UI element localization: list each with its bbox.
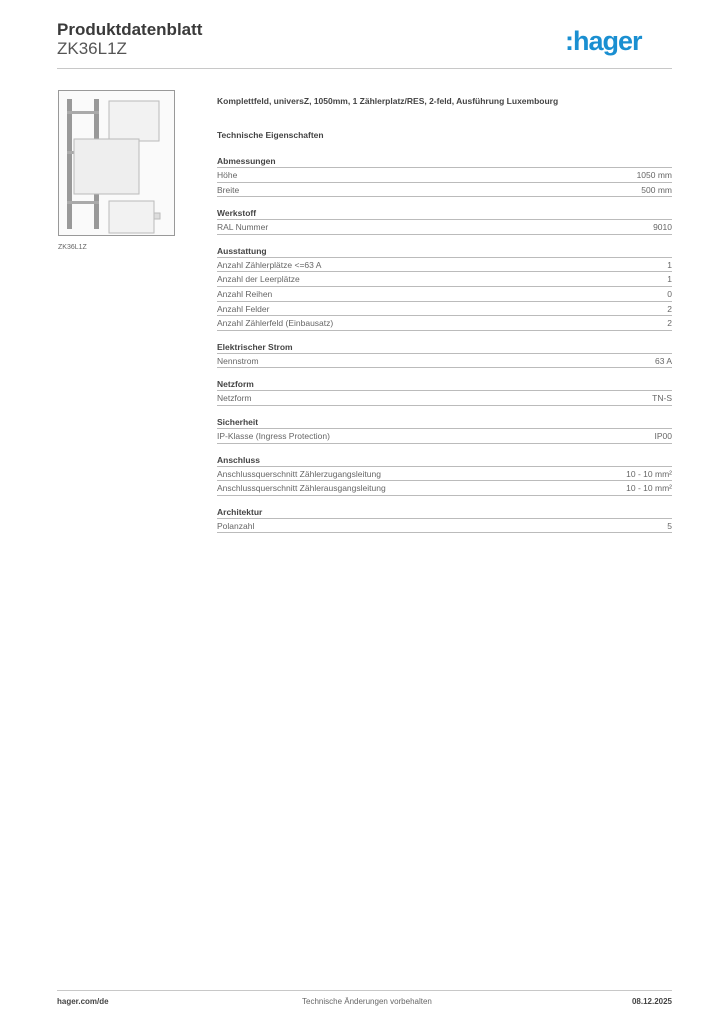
spec-value: 500 mm <box>641 184 672 195</box>
product-description: Komplettfeld, universZ, 1050mm, 1 Zählerplatz/RES, 2-feld, Ausführung Luxembourg <box>217 96 559 106</box>
spec-row <box>217 354 672 369</box>
page-title: Produktdatenblatt <box>57 20 203 39</box>
spec-label: Anschlussquerschnitt Zählerzugangsleitung <box>217 468 381 479</box>
spec-row <box>217 391 672 406</box>
header-divider <box>57 68 672 69</box>
spec-group <box>217 341 672 369</box>
product-image <box>58 90 175 236</box>
spec-group-title: Ausstattung <box>217 245 672 258</box>
spec-group <box>217 378 672 406</box>
spec-label: Höhe <box>217 170 238 180</box>
spec-label: Anschlussquerschnitt Zählerausgangsleitung <box>217 483 386 494</box>
spec-group-title: Netzform <box>217 378 672 391</box>
spec-value: 1 <box>667 274 672 285</box>
spec-label: Anzahl Felder <box>217 303 270 314</box>
spec-value: 2 <box>667 303 672 314</box>
spec-group-title: Sicherheit <box>217 416 672 429</box>
spec-row <box>217 220 672 235</box>
spec-value: 2 <box>667 318 672 329</box>
spec-row <box>217 287 672 302</box>
spec-group <box>217 245 672 331</box>
spec-label: Polanzahl <box>217 520 255 531</box>
spec-row <box>217 467 672 482</box>
spec-group <box>217 207 672 235</box>
spec-label: Netzform <box>217 393 252 404</box>
spec-group-title: Abmessungen <box>217 155 672 168</box>
spec-value: 1050 mm <box>636 170 672 180</box>
footer-note: Technische Änderungen vorbehalten <box>302 997 432 1006</box>
spec-row <box>217 183 672 198</box>
footer-date: 08.12.2025 <box>631 997 672 1006</box>
footer-website[interactable]: hager.com/de <box>57 997 109 1006</box>
specs <box>217 96 672 543</box>
spec-label: Breite <box>217 184 240 195</box>
spec-group <box>217 416 672 444</box>
spec-row <box>217 302 672 317</box>
spec-row <box>217 429 672 444</box>
spec-label: IP-Klasse (Ingress Protection) <box>217 430 330 441</box>
image-caption: ZK36L1Z <box>58 244 87 251</box>
spec-value: 0 <box>667 288 672 299</box>
spec-value: 5 <box>667 520 672 531</box>
spec-row <box>217 258 672 273</box>
spec-label: Nennstrom <box>217 355 259 366</box>
footer-divider <box>57 990 672 991</box>
product-code: ZK36L1Z <box>57 39 127 58</box>
spec-group <box>217 155 672 197</box>
spec-value: 10 - 10 mm² <box>626 483 672 494</box>
spec-row <box>217 481 672 496</box>
section-title: Technische Eigenschaften <box>217 130 324 140</box>
spec-row <box>217 519 672 534</box>
spec-label: Anzahl Reihen <box>217 288 273 299</box>
spec-value: 1 <box>667 259 672 270</box>
spec-group-title: Architektur <box>217 506 672 519</box>
hager-logo: :hager <box>565 26 642 56</box>
spec-group-title: Werkstoff <box>217 207 672 220</box>
spec-value: 10 - 10 mm² <box>626 468 672 479</box>
spec-value: 63 A <box>654 355 672 366</box>
spec-row <box>217 168 672 183</box>
spec-group <box>217 506 672 534</box>
spec-label: Anzahl Zählerfeld (Einbausatz) <box>217 318 334 329</box>
spec-label: RAL Nummer <box>217 222 269 233</box>
spec-value: IP00 <box>654 430 672 441</box>
spec-label: Anzahl der Leerplätze <box>217 274 300 285</box>
spec-row <box>217 272 672 287</box>
spec-group-title: Elektrischer Strom <box>217 341 672 354</box>
spec-value: 9010 <box>653 222 672 233</box>
spec-value: TN-S <box>652 393 672 404</box>
spec-label: Anzahl Zählerplätze <=63 A <box>217 259 322 270</box>
spec-group-title: Anschluss <box>217 454 672 467</box>
spec-group <box>217 454 672 496</box>
spec-row <box>217 316 672 331</box>
